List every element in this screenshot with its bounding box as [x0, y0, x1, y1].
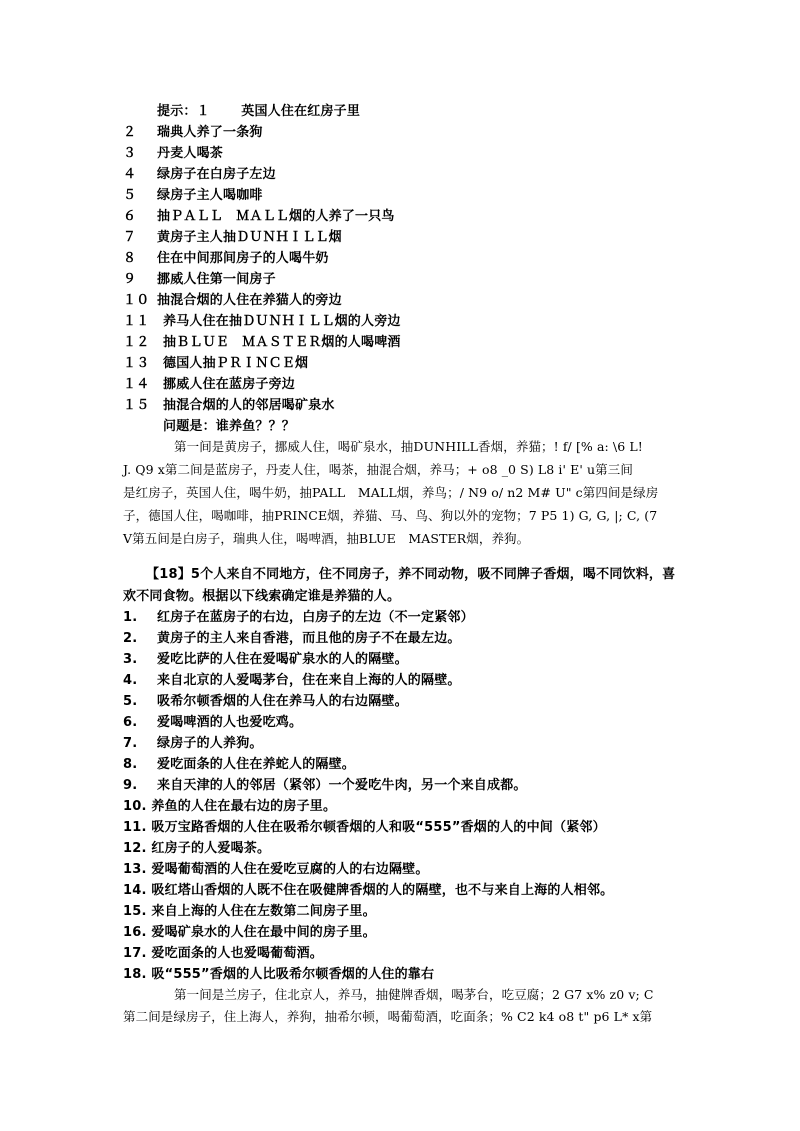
answer-line: J. Q9 x第二间是蓝房子，丹麦人住，喝茶，抽混合烟，养马；+ o8 _0 S) L8 i' E' u第三间 [123, 462, 633, 477]
clue-item: 2. 黄房子的主人来自香港，而且他的房子不在最左边。 [123, 631, 461, 646]
answer-line: 第一间是兰房子，住北京人，养马，抽健牌香烟，喝茅台，吃豆腐；2 G7 x% z0 v; C [174, 987, 654, 1002]
hint-line [157, 100, 360, 119]
clue-item: 8. 爱吃面条的人住在养蛇人的隔壁。 [123, 757, 356, 772]
clue-item: 6. 爱喝啤酒的人也爱吃鸡。 [123, 715, 303, 730]
clue-item: 10. 养鱼的人住在最右边的房子里。 [123, 799, 337, 814]
clue-item: ８ 住在中间那间房子的人喝牛奶 [123, 251, 329, 266]
clue-item: 3. 爱吃比萨的人住在爱喝矿泉水的人的隔壁。 [123, 652, 408, 667]
answer-line: 子，德国人住，喝咖啡，抽PRINCE烟，养猫、马、鸟、狗以外的宠物；7 P5 1) G, G, |; C, (7 [123, 508, 658, 523]
clue-item: ５ 绿房子主人喝咖啡 [123, 188, 263, 203]
puzzle-intro: 【18】5个人来自不同地方，住不同房子，养不同动物，吸不同牌子香烟，喝不同饮料，喜 [146, 567, 676, 582]
clue-item: １０ 抽混合烟的人住在养猫人的旁边 [123, 293, 342, 308]
clue-item: 18. 吸“555”香烟的人比吸希尔顿香烟的人住的靠右 [123, 967, 435, 982]
clue-item: ９ 挪威人住第一间房子 [123, 272, 276, 287]
clue-item: 1. 红房子在蓝房子的右边，白房子的左边（不一定紧邻） [123, 610, 474, 625]
clue-item: 12. 红房子的人爱喝茶。 [123, 841, 271, 856]
clue-item: 15. 来自上海的人住在左数第二间房子里。 [123, 904, 376, 919]
clue-item: １２ 抽ＢＬＵＥ ＭＡＳＴＥＲ烟的人喝啤酒 [123, 335, 401, 350]
clue-item: 4. 来自北京的人爱喝茅台，住在来自上海的人的隔壁。 [123, 673, 461, 688]
answer-line: 第二间是绿房子，住上海人，养狗，抽希尔顿，喝葡萄酒，吃面条；% C2 k4 o8 t" p6 L* x第 [123, 1009, 653, 1024]
puzzle-intro: 欢不同食物。根据以下线索确定谁是养猫的人。 [123, 589, 401, 604]
clue-item: ６ 抽ＰＡＬＬ ＭＡＬＬ烟的人养了一只鸟 [123, 209, 395, 224]
clue-item: 11. 吸万宝路香烟的人住在吸希尔顿香烟的人和吸“555”香烟的人的中间（紧邻） [123, 820, 606, 835]
clue-item: 7. 绿房子的人养狗。 [123, 736, 263, 751]
clue-item: ３ 丹麦人喝茶 [123, 146, 224, 161]
clue-item: ２ 瑞典人养了一条狗 [123, 125, 263, 140]
clue-item: １１ 养马人住在抽ＤＵＮＨＩＬＬ烟的人旁边 [123, 314, 401, 329]
clue-item: 14. 吸红塔山香烟的人既不住在吸健牌香烟的人的隔壁，也不与来自上海的人相邻。 [123, 883, 614, 898]
answer-line: 是红房子，英国人住，喝牛奶，抽PALL MALL烟，养鸟；/ N9 o/ n2 M# U" c第四间是绿房 [123, 485, 659, 500]
clue-item: 17. 爱吃面条的人也爱喝葡萄酒。 [123, 946, 323, 961]
hint-text: 英国人住在红房子里 [241, 104, 361, 119]
clue-item: ４ 绿房子在白房子左边 [123, 167, 276, 182]
question-line: 问题是：谁养鱼？？？ [163, 419, 296, 434]
clue-item: １３ 德国人抽ＰＲＩＮＣＥ烟 [123, 356, 309, 371]
clue-item: 13. 爱喝葡萄酒的人住在爱吃豆腐的人的右边隔壁。 [123, 862, 429, 877]
clue-item: 16. 爱喝矿泉水的人住在最中间的房子里。 [123, 925, 376, 940]
clue-item: 9. 来自天津的人的邻居（紧邻）一个爱吃牛肉，另一个来自成都。 [123, 778, 527, 793]
clue-item: １４ 挪威人住在蓝房子旁边 [123, 377, 296, 392]
clue-item: ７ 黄房子主人抽ＤＵＮＨＩＬＬ烟 [123, 230, 342, 245]
hint-label: 提示：１ [157, 104, 210, 119]
clue-item: 5. 吸希尔顿香烟的人住在养马人的右边隔壁。 [123, 694, 408, 709]
clue-item: １５ 抽混合烟的人的邻居喝矿泉水 [123, 398, 335, 413]
answer-line: V第五间是白房子，瑞典人住，喝啤酒，抽BLUE MASTER烟，养狗。 [123, 531, 530, 546]
answer-line: 第一间是黄房子，挪威人住，喝矿泉水，抽DUNHILL香烟，养猫；! f/ [% a: \6 L! [174, 439, 643, 454]
